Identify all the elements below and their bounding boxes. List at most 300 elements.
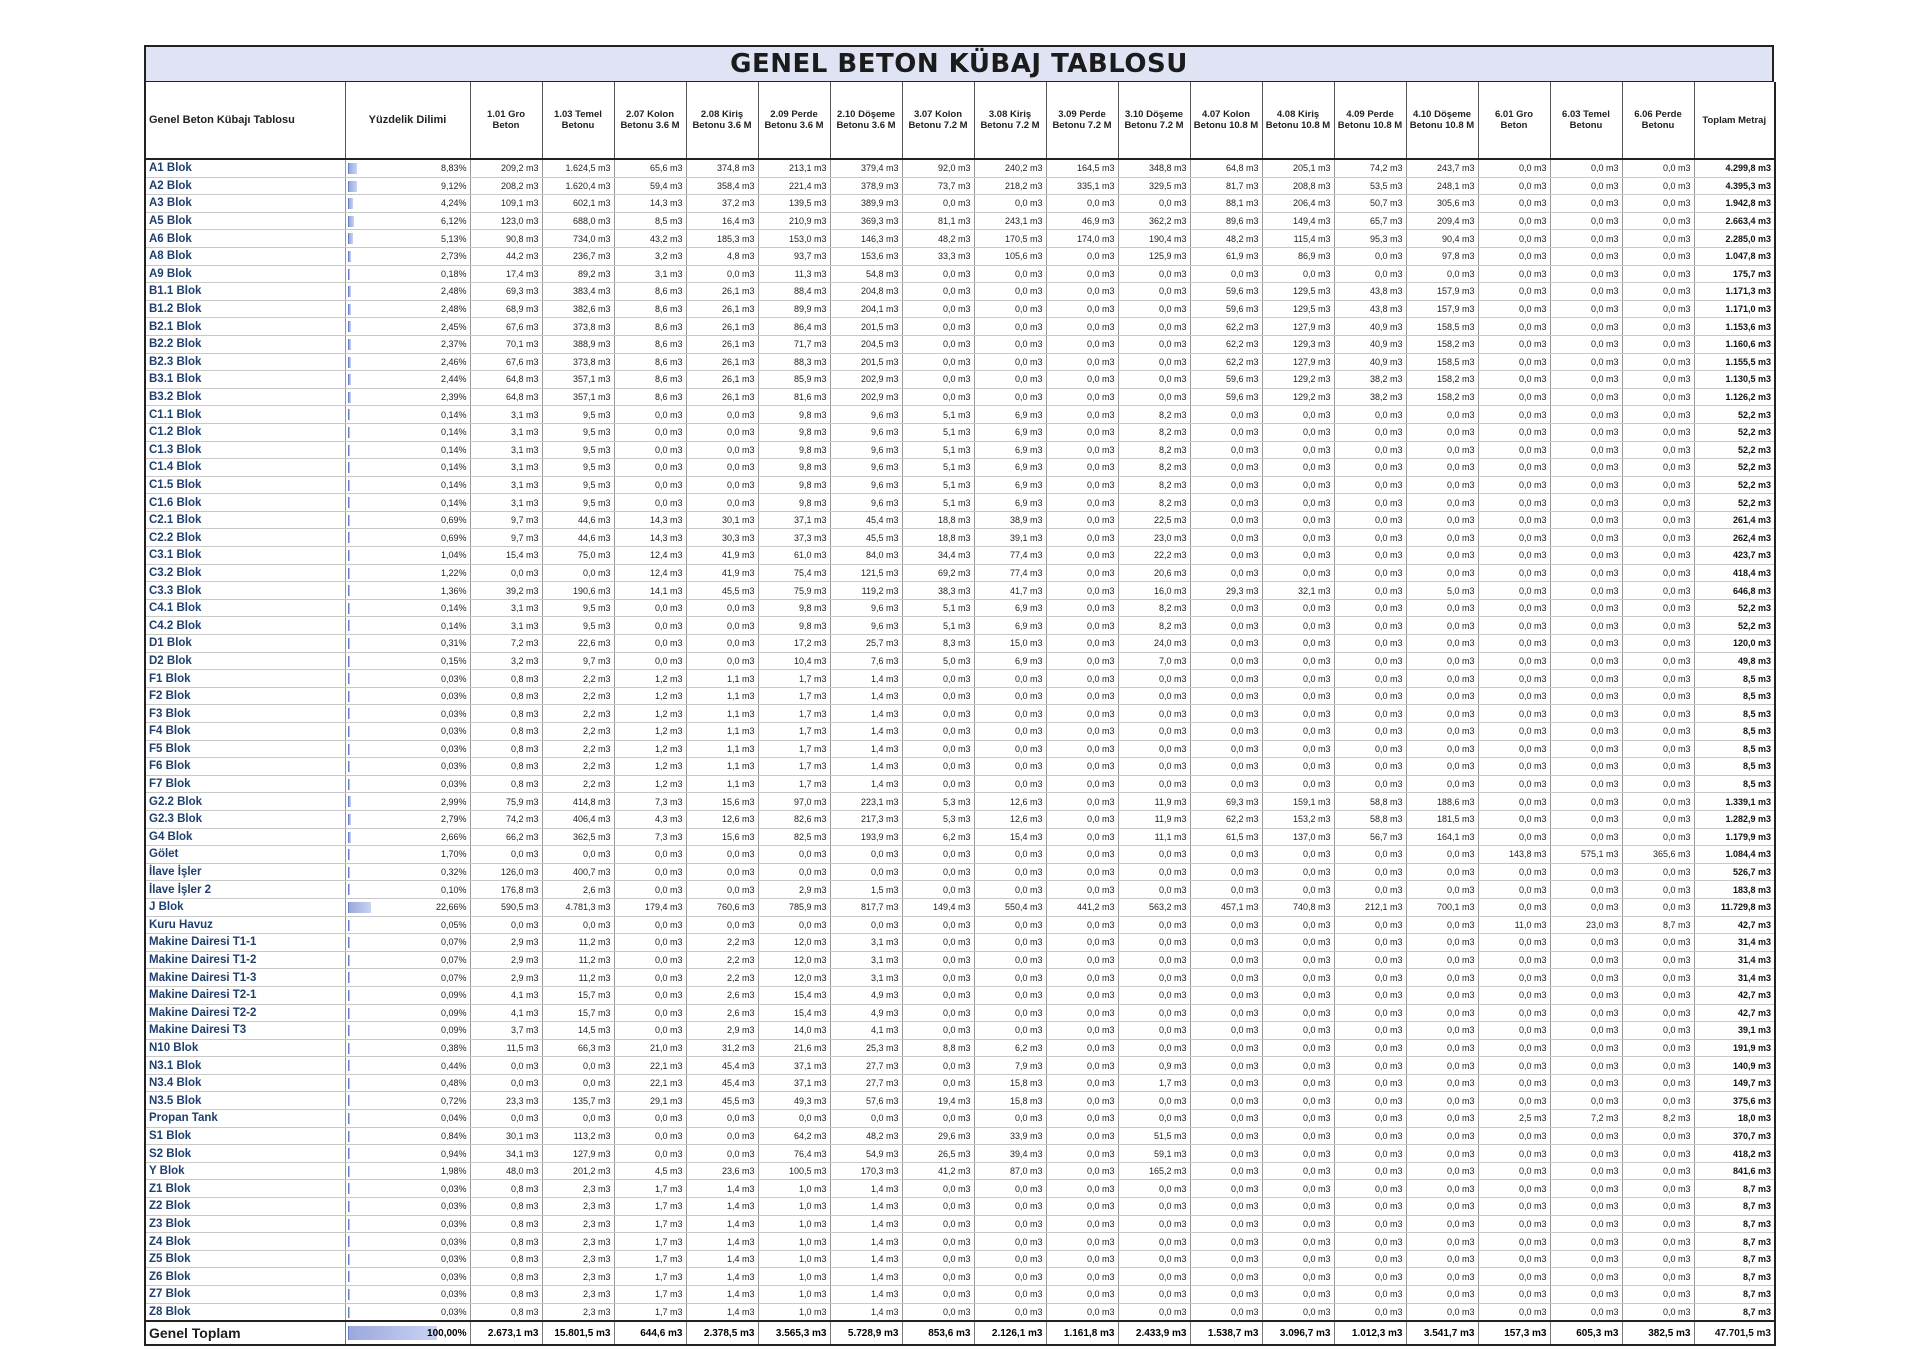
volume-cell: 125,9 m3 xyxy=(1118,247,1190,265)
row-name: N3.1 Blok xyxy=(145,1057,345,1075)
volume-cell: 0,0 m3 xyxy=(1478,247,1550,265)
volume-cell: 0,0 m3 xyxy=(974,1233,1046,1251)
volume-cell: 357,1 m3 xyxy=(542,371,614,389)
volume-cell: 5,1 m3 xyxy=(902,406,974,424)
volume-cell: 0,0 m3 xyxy=(1118,353,1190,371)
volume-cell: 1,4 m3 xyxy=(830,1215,902,1233)
volume-cell: 644,6 m3 xyxy=(614,1321,686,1345)
share-percent: 0,09% xyxy=(440,990,467,1001)
table-row xyxy=(145,1057,1775,1075)
volume-cell: 188,6 m3 xyxy=(1406,793,1478,811)
volume-cell: 0,0 m3 xyxy=(1406,1180,1478,1198)
share-bar xyxy=(348,532,351,543)
volume-cell: 66,3 m3 xyxy=(542,1039,614,1057)
volume-cell: 51,5 m3 xyxy=(1118,1127,1190,1145)
volume-cell: 0,0 m3 xyxy=(830,863,902,881)
volume-cell: 3.541,7 m3 xyxy=(1406,1321,1478,1345)
volume-cell: 0,0 m3 xyxy=(1478,1180,1550,1198)
volume-cell: 59,6 m3 xyxy=(1190,388,1262,406)
volume-cell: 243,7 m3 xyxy=(1406,159,1478,177)
volume-cell: 45,5 m3 xyxy=(830,529,902,547)
volume-cell: 65,7 m3 xyxy=(1334,212,1406,230)
volume-cell: 15,6 m3 xyxy=(686,793,758,811)
volume-cell: 0,0 m3 xyxy=(1478,371,1550,389)
share-cell xyxy=(345,459,470,477)
volume-cell: 0,0 m3 xyxy=(1046,1286,1118,1304)
volume-cell: 602,1 m3 xyxy=(542,195,614,213)
volume-cell: 88,3 m3 xyxy=(758,353,830,371)
volume-cell: 0,0 m3 xyxy=(1262,986,1334,1004)
share-percent: 2,48% xyxy=(440,286,467,297)
volume-cell: 0,0 m3 xyxy=(1046,635,1118,653)
volume-cell: 37,2 m3 xyxy=(686,195,758,213)
volume-cell: 0,0 m3 xyxy=(1478,828,1550,846)
volume-cell: 0,0 m3 xyxy=(1406,934,1478,952)
share-percent: 1,98% xyxy=(440,1166,467,1177)
share-bar xyxy=(348,374,351,385)
volume-cell: 58,8 m3 xyxy=(1334,810,1406,828)
row-name: G4 Blok xyxy=(145,828,345,846)
row-name: C3.2 Blok xyxy=(145,564,345,582)
volume-cell: 0,0 m3 xyxy=(1478,758,1550,776)
table-row xyxy=(145,476,1775,494)
volume-cell: 0,0 m3 xyxy=(1262,1286,1334,1304)
share-cell xyxy=(345,898,470,916)
share-bar xyxy=(348,462,351,473)
volume-cell: 3,7 m3 xyxy=(470,1022,542,1040)
row-total: 2.663,4 m3 xyxy=(1694,212,1775,230)
volume-cell: 0,0 m3 xyxy=(1550,1286,1622,1304)
column-header: Yüzdelik Dilimi xyxy=(345,82,470,159)
volume-cell: 0,0 m3 xyxy=(1046,810,1118,828)
share-bar xyxy=(348,1043,351,1054)
share-percent: 2,44% xyxy=(440,374,467,385)
table-row xyxy=(145,459,1775,477)
volume-cell: 6,2 m3 xyxy=(974,1039,1046,1057)
volume-cell: 0,0 m3 xyxy=(1190,1022,1262,1040)
volume-cell: 23,0 m3 xyxy=(1118,529,1190,547)
row-total: 1.171,0 m3 xyxy=(1694,300,1775,318)
volume-cell: 0,0 m3 xyxy=(1118,881,1190,899)
volume-cell: 90,4 m3 xyxy=(1406,230,1478,248)
volume-cell: 0,0 m3 xyxy=(1190,951,1262,969)
volume-cell: 0,0 m3 xyxy=(1262,1127,1334,1145)
volume-cell: 0,0 m3 xyxy=(1478,1145,1550,1163)
row-total: 8,7 m3 xyxy=(1694,1286,1775,1304)
volume-cell: 126,0 m3 xyxy=(470,863,542,881)
volume-cell: 0,0 m3 xyxy=(614,617,686,635)
volume-cell: 39,1 m3 xyxy=(974,529,1046,547)
volume-cell: 46,9 m3 xyxy=(1046,212,1118,230)
row-total: 8,5 m3 xyxy=(1694,705,1775,723)
row-name: C2.2 Blok xyxy=(145,529,345,547)
share-cell xyxy=(345,1039,470,1057)
volume-cell: 0,0 m3 xyxy=(1190,1004,1262,1022)
volume-cell: 12,0 m3 xyxy=(758,934,830,952)
volume-cell: 0,0 m3 xyxy=(1046,1145,1118,1163)
volume-cell: 8,6 m3 xyxy=(614,388,686,406)
volume-cell: 127,9 m3 xyxy=(1262,318,1334,336)
volume-cell: 0,0 m3 xyxy=(902,863,974,881)
volume-cell: 176,8 m3 xyxy=(470,881,542,899)
volume-cell: 0,0 m3 xyxy=(1334,1180,1406,1198)
row-name: C2.1 Blok xyxy=(145,511,345,529)
share-bar xyxy=(348,673,351,684)
volume-cell: 9,8 m3 xyxy=(758,476,830,494)
volume-cell: 1,4 m3 xyxy=(830,775,902,793)
volume-cell: 0,0 m3 xyxy=(1334,1092,1406,1110)
share-cell xyxy=(345,1074,470,1092)
volume-cell: 26,1 m3 xyxy=(686,353,758,371)
share-cell xyxy=(345,1198,470,1216)
volume-cell: 5.728,9 m3 xyxy=(830,1321,902,1345)
volume-cell: 62,2 m3 xyxy=(1190,353,1262,371)
row-total: 8,5 m3 xyxy=(1694,687,1775,705)
volume-cell: 135,7 m3 xyxy=(542,1092,614,1110)
volume-cell: 0,0 m3 xyxy=(1406,529,1478,547)
row-name: D1 Blok xyxy=(145,635,345,653)
volume-cell: 0,0 m3 xyxy=(974,863,1046,881)
volume-cell: 0,0 m3 xyxy=(1550,758,1622,776)
volume-cell: 26,1 m3 xyxy=(686,371,758,389)
volume-cell: 0,0 m3 xyxy=(1190,758,1262,776)
volume-cell: 362,2 m3 xyxy=(1118,212,1190,230)
volume-cell: 0,0 m3 xyxy=(1550,793,1622,811)
share-cell xyxy=(345,705,470,723)
volume-cell: 0,0 m3 xyxy=(1046,353,1118,371)
volume-cell: 2,9 m3 xyxy=(758,881,830,899)
volume-cell: 0,0 m3 xyxy=(1478,1268,1550,1286)
volume-cell: 0,0 m3 xyxy=(1046,986,1118,1004)
share-bar xyxy=(348,286,351,297)
volume-cell: 0,0 m3 xyxy=(1622,1057,1694,1075)
share-cell xyxy=(345,1127,470,1145)
volume-cell: 0,0 m3 xyxy=(1550,1074,1622,1092)
volume-cell: 0,0 m3 xyxy=(614,916,686,934)
volume-cell: 1,4 m3 xyxy=(686,1250,758,1268)
volume-cell: 50,7 m3 xyxy=(1334,195,1406,213)
volume-cell: 0,0 m3 xyxy=(542,1074,614,1092)
volume-cell: 0,0 m3 xyxy=(1262,617,1334,635)
volume-cell: 0,0 m3 xyxy=(1334,476,1406,494)
volume-cell: 0,0 m3 xyxy=(1262,723,1334,741)
volume-cell: 7,3 m3 xyxy=(614,828,686,846)
volume-cell: 3.096,7 m3 xyxy=(1262,1321,1334,1345)
volume-cell: 0,0 m3 xyxy=(1262,1057,1334,1075)
volume-cell: 0,0 m3 xyxy=(1190,1127,1262,1145)
table-body xyxy=(145,159,1775,1321)
volume-cell: 9,8 m3 xyxy=(758,494,830,512)
volume-cell: 158,5 m3 xyxy=(1406,353,1478,371)
volume-cell: 0,0 m3 xyxy=(902,670,974,688)
volume-cell: 6,9 m3 xyxy=(974,494,1046,512)
volume-cell: 2,6 m3 xyxy=(686,986,758,1004)
volume-cell: 11,3 m3 xyxy=(758,265,830,283)
volume-cell: 0,0 m3 xyxy=(686,1145,758,1163)
volume-cell: 0,0 m3 xyxy=(1478,986,1550,1004)
volume-cell: 127,9 m3 xyxy=(1262,353,1334,371)
volume-cell: 0,0 m3 xyxy=(614,423,686,441)
table-row xyxy=(145,195,1775,213)
volume-cell: 0,0 m3 xyxy=(686,863,758,881)
volume-cell: 0,0 m3 xyxy=(1190,1286,1262,1304)
share-bar xyxy=(348,972,351,983)
row-total: 841,6 m3 xyxy=(1694,1162,1775,1180)
volume-cell: 88,4 m3 xyxy=(758,283,830,301)
share-cell xyxy=(345,951,470,969)
volume-cell: 0,0 m3 xyxy=(974,986,1046,1004)
share-cell xyxy=(345,318,470,336)
volume-cell: 0,0 m3 xyxy=(686,265,758,283)
share-cell xyxy=(345,810,470,828)
share-bar xyxy=(348,1307,351,1318)
volume-cell: 4,9 m3 xyxy=(830,986,902,1004)
row-total: 52,2 m3 xyxy=(1694,423,1775,441)
share-bar xyxy=(348,638,351,649)
share-percent: 8,83% xyxy=(440,163,467,174)
volume-cell: 5,1 m3 xyxy=(902,459,974,477)
share-cell xyxy=(345,547,470,565)
share-bar xyxy=(348,409,351,420)
volume-cell: 0,0 m3 xyxy=(902,969,974,987)
volume-cell: 16,4 m3 xyxy=(686,212,758,230)
volume-cell: 0,0 m3 xyxy=(1406,687,1478,705)
volume-cell: 8,6 m3 xyxy=(614,318,686,336)
volume-cell: 0,0 m3 xyxy=(974,969,1046,987)
table-row xyxy=(145,406,1775,424)
volume-cell: 12,0 m3 xyxy=(758,951,830,969)
row-total: 39,1 m3 xyxy=(1694,1022,1775,1040)
row-total: 1.130,5 m3 xyxy=(1694,371,1775,389)
table-row xyxy=(145,564,1775,582)
volume-cell: 0,0 m3 xyxy=(1622,459,1694,477)
volume-cell: 0,0 m3 xyxy=(1118,775,1190,793)
row-name: G2.3 Blok xyxy=(145,810,345,828)
volume-cell: 0,0 m3 xyxy=(1478,810,1550,828)
share-cell xyxy=(345,1110,470,1128)
volume-cell: 164,5 m3 xyxy=(1046,159,1118,177)
row-name: Z7 Blok xyxy=(145,1286,345,1304)
table-row xyxy=(145,441,1775,459)
volume-cell: 0,0 m3 xyxy=(686,881,758,899)
volume-cell: 0,0 m3 xyxy=(614,986,686,1004)
volume-cell: 0,0 m3 xyxy=(1550,1057,1622,1075)
volume-cell: 201,5 m3 xyxy=(830,353,902,371)
volume-cell: 0,0 m3 xyxy=(1406,1110,1478,1128)
volume-cell: 0,0 m3 xyxy=(1118,916,1190,934)
volume-cell: 33,3 m3 xyxy=(902,247,974,265)
share-cell xyxy=(345,723,470,741)
row-total: 52,2 m3 xyxy=(1694,441,1775,459)
volume-cell: 165,2 m3 xyxy=(1118,1162,1190,1180)
volume-cell: 0,0 m3 xyxy=(1046,758,1118,776)
volume-cell: 0,0 m3 xyxy=(1118,1180,1190,1198)
share-percent: 0,94% xyxy=(440,1148,467,1159)
volume-cell: 0,0 m3 xyxy=(902,881,974,899)
volume-cell: 0,0 m3 xyxy=(1406,265,1478,283)
table-row xyxy=(145,881,1775,899)
volume-cell: 1,2 m3 xyxy=(614,687,686,705)
volume-cell: 0,0 m3 xyxy=(1622,934,1694,952)
volume-cell: 19,4 m3 xyxy=(902,1092,974,1110)
volume-cell: 0,0 m3 xyxy=(1478,1198,1550,1216)
row-total: 261,4 m3 xyxy=(1694,511,1775,529)
volume-cell: 369,3 m3 xyxy=(830,212,902,230)
share-cell xyxy=(345,1215,470,1233)
row-name: B1.2 Blok xyxy=(145,300,345,318)
volume-cell: 0,0 m3 xyxy=(1262,1162,1334,1180)
volume-cell: 8,2 m3 xyxy=(1118,494,1190,512)
volume-cell: 0,0 m3 xyxy=(1622,1303,1694,1321)
volume-cell: 1,4 m3 xyxy=(830,670,902,688)
volume-cell: 0,0 m3 xyxy=(902,916,974,934)
share-percent: 2,37% xyxy=(440,339,467,350)
share-bar xyxy=(348,691,351,702)
volume-cell: 185,3 m3 xyxy=(686,230,758,248)
volume-cell: 0,0 m3 xyxy=(1190,1180,1262,1198)
volume-cell: 0,0 m3 xyxy=(1190,652,1262,670)
volume-cell: 1,1 m3 xyxy=(686,687,758,705)
share-cell xyxy=(345,916,470,934)
volume-cell: 0,0 m3 xyxy=(1334,758,1406,776)
volume-cell: 221,4 m3 xyxy=(758,177,830,195)
volume-cell: 0,0 m3 xyxy=(1334,670,1406,688)
share-bar xyxy=(348,796,352,807)
table-row xyxy=(145,599,1775,617)
volume-cell: 0,0 m3 xyxy=(1478,1162,1550,1180)
volume-cell: 0,0 m3 xyxy=(614,599,686,617)
volume-cell: 0,0 m3 xyxy=(758,916,830,934)
volume-cell: 121,5 m3 xyxy=(830,564,902,582)
volume-cell: 0,0 m3 xyxy=(974,283,1046,301)
row-total: 2.285,0 m3 xyxy=(1694,230,1775,248)
table-row xyxy=(145,898,1775,916)
volume-cell: 5,1 m3 xyxy=(902,476,974,494)
volume-cell: 4,5 m3 xyxy=(614,1162,686,1180)
volume-cell: 29,6 m3 xyxy=(902,1127,974,1145)
volume-cell: 1,2 m3 xyxy=(614,705,686,723)
volume-cell: 15,4 m3 xyxy=(758,1004,830,1022)
table-row xyxy=(145,212,1775,230)
table-row xyxy=(145,1022,1775,1040)
row-total: 31,4 m3 xyxy=(1694,934,1775,952)
share-percent: 0,14% xyxy=(440,479,467,490)
volume-cell: 0,0 m3 xyxy=(1478,177,1550,195)
volume-cell: 11,2 m3 xyxy=(542,934,614,952)
volume-cell: 3,1 m3 xyxy=(470,406,542,424)
table-row xyxy=(145,687,1775,705)
share-percent: 0,31% xyxy=(440,638,467,649)
volume-cell: 0,0 m3 xyxy=(1550,986,1622,1004)
volume-cell: 0,0 m3 xyxy=(1046,916,1118,934)
volume-cell: 0,0 m3 xyxy=(902,1074,974,1092)
volume-cell: 0,0 m3 xyxy=(1334,441,1406,459)
volume-cell: 0,0 m3 xyxy=(1622,687,1694,705)
volume-cell: 335,1 m3 xyxy=(1046,177,1118,195)
row-total: 1.084,4 m3 xyxy=(1694,846,1775,864)
volume-cell: 59,4 m3 xyxy=(614,177,686,195)
row-name: A2 Blok xyxy=(145,177,345,195)
volume-cell: 10,4 m3 xyxy=(758,652,830,670)
volume-cell: 0,0 m3 xyxy=(974,318,1046,336)
volume-cell: 0,0 m3 xyxy=(1118,1022,1190,1040)
share-bar xyxy=(348,1148,351,1159)
volume-cell: 0,0 m3 xyxy=(614,406,686,424)
volume-cell: 0,0 m3 xyxy=(758,1110,830,1128)
table-row xyxy=(145,1286,1775,1304)
share-percent: 0,44% xyxy=(440,1060,467,1071)
volume-cell: 0,0 m3 xyxy=(830,1110,902,1128)
volume-cell: 149,4 m3 xyxy=(902,898,974,916)
volume-cell: 0,0 m3 xyxy=(614,494,686,512)
volume-cell: 2,9 m3 xyxy=(470,969,542,987)
column-header: 2.10 Döşeme Betonu 3.6 M xyxy=(830,82,902,159)
volume-cell: 2,9 m3 xyxy=(470,934,542,952)
volume-cell: 3,1 m3 xyxy=(470,599,542,617)
volume-cell: 64,2 m3 xyxy=(758,1127,830,1145)
volume-cell: 21,6 m3 xyxy=(758,1039,830,1057)
volume-cell: 0,0 m3 xyxy=(1046,423,1118,441)
share-bar xyxy=(348,937,351,948)
volume-cell: 0,0 m3 xyxy=(1550,547,1622,565)
volume-cell: 0,0 m3 xyxy=(1262,951,1334,969)
volume-cell: 0,0 m3 xyxy=(1190,1303,1262,1321)
volume-cell: 8,2 m3 xyxy=(1118,423,1190,441)
volume-cell: 0,0 m3 xyxy=(1622,969,1694,987)
share-bar xyxy=(348,849,351,860)
share-percent: 0,72% xyxy=(440,1095,467,1106)
volume-cell: 0,8 m3 xyxy=(470,1215,542,1233)
row-total: 149,7 m3 xyxy=(1694,1074,1775,1092)
volume-cell: 0,0 m3 xyxy=(1046,617,1118,635)
share-percent: 100,00% xyxy=(427,1327,467,1339)
volume-cell: 0,0 m3 xyxy=(1406,406,1478,424)
share-percent: 2,45% xyxy=(440,321,467,332)
share-bar xyxy=(348,902,371,913)
share-percent: 0,38% xyxy=(440,1042,467,1053)
share-bar xyxy=(348,515,351,526)
volume-cell: 53,5 m3 xyxy=(1334,177,1406,195)
volume-cell: 4,1 m3 xyxy=(830,1022,902,1040)
volume-cell: 0,0 m3 xyxy=(1262,1039,1334,1057)
volume-cell: 0,0 m3 xyxy=(1262,775,1334,793)
row-total: 1.339,1 m3 xyxy=(1694,793,1775,811)
share-cell xyxy=(345,1303,470,1321)
volume-cell: 73,7 m3 xyxy=(902,177,974,195)
volume-cell: 0,0 m3 xyxy=(1334,1022,1406,1040)
volume-cell: 0,0 m3 xyxy=(1190,881,1262,899)
volume-cell: 0,0 m3 xyxy=(1262,1022,1334,1040)
share-bar xyxy=(348,708,351,719)
volume-cell: 0,0 m3 xyxy=(902,705,974,723)
volume-cell: 2,3 m3 xyxy=(542,1180,614,1198)
row-total: 418,2 m3 xyxy=(1694,1145,1775,1163)
table-row xyxy=(145,283,1775,301)
column-header: 3.08 Kiriş Betonu 7.2 M xyxy=(974,82,1046,159)
volume-cell: 0,0 m3 xyxy=(1190,705,1262,723)
volume-cell: 563,2 m3 xyxy=(1118,898,1190,916)
volume-cell: 0,0 m3 xyxy=(614,1145,686,1163)
volume-cell: 0,0 m3 xyxy=(1046,969,1118,987)
volume-cell: 0,0 m3 xyxy=(1550,1215,1622,1233)
volume-cell: 0,0 m3 xyxy=(1334,265,1406,283)
volume-cell: 0,0 m3 xyxy=(1118,863,1190,881)
volume-cell: 0,0 m3 xyxy=(1622,1039,1694,1057)
volume-cell: 158,2 m3 xyxy=(1406,388,1478,406)
volume-cell: 0,0 m3 xyxy=(1118,846,1190,864)
share-percent: 0,03% xyxy=(440,1289,467,1300)
volume-cell: 1,1 m3 xyxy=(686,775,758,793)
